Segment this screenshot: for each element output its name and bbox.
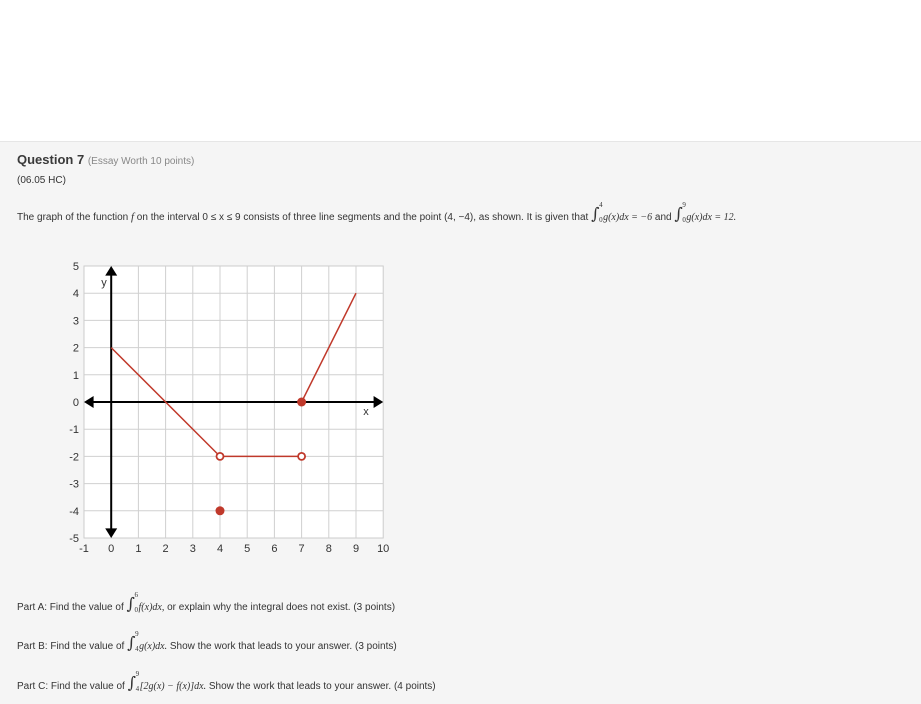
integral-1-lower: 0: [599, 216, 603, 224]
y-tick-label: 0: [72, 397, 79, 409]
question-title: [17, 152, 194, 167]
part-a-prefix: Part A: Find the value of: [17, 602, 124, 613]
x-tick-label: 4: [216, 543, 224, 555]
y-tick-label: 3: [72, 315, 79, 328]
part-c-lower: 4: [135, 685, 140, 693]
question-worth: (Essay Worth 10 points): [87, 156, 195, 167]
part-a: [17, 591, 396, 614]
part-c-prefix: Part C: Find the value of: [17, 681, 125, 692]
integral-2-body: g(x)dx = 12.: [686, 212, 737, 223]
question-panel: [0, 141, 921, 704]
y-tick-label: 2: [72, 342, 79, 355]
question-code: (06.05 HC): [17, 175, 66, 186]
y-tick-label: 5: [72, 261, 79, 273]
y-axis-label: y: [101, 277, 107, 289]
question-number: Question 7: [17, 152, 85, 167]
integral-2-lower: 0: [682, 216, 686, 224]
y-tick-label: -1: [69, 424, 79, 437]
integral-2: ∫ 9 0 g(x)dx = 12.: [674, 201, 737, 224]
part-c-integral: ∫ 9 4 [2g(x) − f(x)]dx.: [127, 670, 207, 693]
prompt-middle: on the interval 0 ≤ x ≤ 9 consists of three line segments and the point (4, −4), as shown. It is given that: [134, 212, 589, 223]
open-point: [217, 453, 224, 460]
y-tick-label: -5: [69, 533, 79, 545]
part-b-prefix: Part B: Find the value of: [17, 641, 125, 652]
part-c-upper: 9: [135, 670, 140, 678]
part-b-suffix: Show the work that leads to your answer. (3 points): [169, 641, 397, 652]
part-a-upper: 6: [134, 591, 139, 599]
x-tick-label: 10: [377, 543, 390, 555]
y-tick-label: 4: [72, 288, 79, 301]
x-tick-label: 6: [271, 543, 278, 555]
closed-point: [297, 398, 306, 407]
x-tick-label: -1: [79, 543, 89, 555]
x-tick-label: 9: [352, 543, 360, 555]
y-tick-label: -4: [69, 505, 79, 518]
part-b-lower: 4: [135, 645, 139, 653]
y-tick-label: 1: [72, 369, 79, 382]
part-c-body: [2g(x) − f(x)]dx.: [139, 681, 207, 692]
part-b: [17, 630, 397, 653]
integral-2-upper: 9: [682, 201, 686, 209]
integral-1-upper: 4: [599, 201, 603, 209]
part-a-integral: ∫ 6 0 f(x)dx,: [126, 591, 165, 614]
x-tick-label: 5: [244, 543, 251, 555]
part-c-suffix: Show the work that leads to your answer. (4 points): [208, 681, 436, 692]
part-c: [17, 670, 436, 693]
x-axis-label: x: [363, 406, 369, 418]
integral-1-body: g(x)dx = −6: [603, 212, 653, 223]
part-a-lower: 0: [134, 606, 139, 614]
x-tick-label: 8: [325, 543, 332, 555]
y-tick-label: -3: [69, 478, 79, 491]
question-prompt: [17, 201, 737, 224]
part-b-body: g(x)dx.: [139, 641, 168, 652]
part-a-suffix: or explain why the integral does not exist. (3 points): [167, 602, 396, 613]
x-tick-label: 3: [189, 543, 196, 555]
function-graph: [60, 252, 390, 557]
part-b-integral: ∫ 9 4 g(x)dx.: [127, 630, 168, 653]
and-text: and: [654, 212, 672, 223]
prompt-prefix: The graph of the function: [17, 212, 131, 223]
x-tick-label: 7: [298, 543, 305, 555]
x-tick-label: 2: [162, 543, 169, 555]
prompt-function: f: [130, 211, 135, 223]
part-b-upper: 9: [135, 630, 139, 638]
part-a-body: f(x)dx,: [138, 602, 165, 613]
x-tick-label: 1: [135, 543, 142, 555]
open-point: [298, 453, 305, 460]
y-tick-label: -2: [69, 451, 79, 464]
integral-1: ∫ 4 0 g(x)dx = −6: [591, 201, 653, 224]
x-tick-label: 0: [108, 543, 115, 555]
closed-point: [216, 506, 225, 515]
